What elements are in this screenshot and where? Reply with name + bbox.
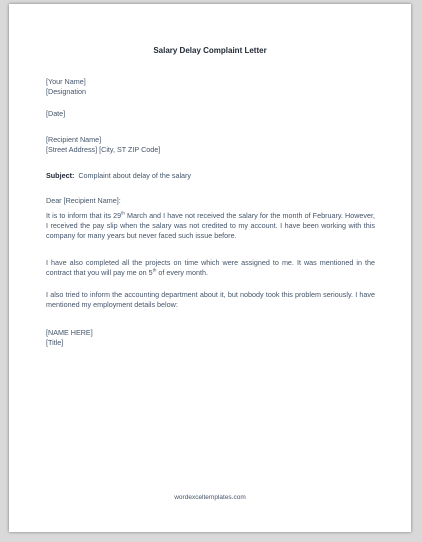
- paragraph-2: [46, 258, 375, 278]
- closing-name: [NAME HERE]: [46, 328, 93, 337]
- recipient-block: [46, 135, 375, 155]
- recipient-name: [Recipient Name]: [46, 135, 102, 144]
- closing-title: [Title]: [46, 338, 64, 347]
- paragraph-2-part-1: I have also completed all the projects on time which were assigned to me. It was mentioned in the contract that you will pay me on 5: [46, 258, 375, 277]
- paragraph-1: [46, 211, 375, 241]
- sender-designation: [Designation: [46, 87, 86, 96]
- paragraph-2-sup: th: [152, 267, 157, 273]
- paragraph-2-part-2: of every month.: [156, 268, 208, 277]
- sender-name: [Your Name]: [46, 77, 86, 86]
- paragraph-3: [46, 290, 375, 310]
- letter-date: [Date]: [46, 109, 66, 118]
- paragraph-1-part-1: It is to inform that its 29: [46, 211, 122, 220]
- date-block: [46, 109, 375, 119]
- salutation: [46, 196, 375, 206]
- sender-block: [46, 77, 375, 97]
- document-title: Salary Delay Complaint Letter: [153, 46, 267, 55]
- subject-text: Complaint about delay of the salary: [78, 171, 192, 180]
- subject-line: [46, 171, 375, 181]
- footer-website: wordexceltemplates.com: [174, 494, 246, 501]
- paragraph-1-sup: th: [121, 210, 125, 216]
- paragraph-3-text: I also tried to inform the accounting department about it, but nobody took this problem seriously. I have mentioned my employment details below:: [46, 290, 375, 309]
- paragraph-1-part-2: March and I have not received the salary for the month of February. However, I received the pay slip when the salary was not credited to my account. I have been working with this company for many years but never faced such issue before.: [46, 211, 375, 240]
- letter-page: [9, 4, 411, 532]
- salutation-text: Dear [Recipient Name]:: [46, 196, 121, 205]
- recipient-address: [Street Address] [City, ST ZIP Code]: [46, 145, 161, 154]
- subject-label: Subject:: [46, 171, 75, 180]
- closing-block: [46, 328, 375, 348]
